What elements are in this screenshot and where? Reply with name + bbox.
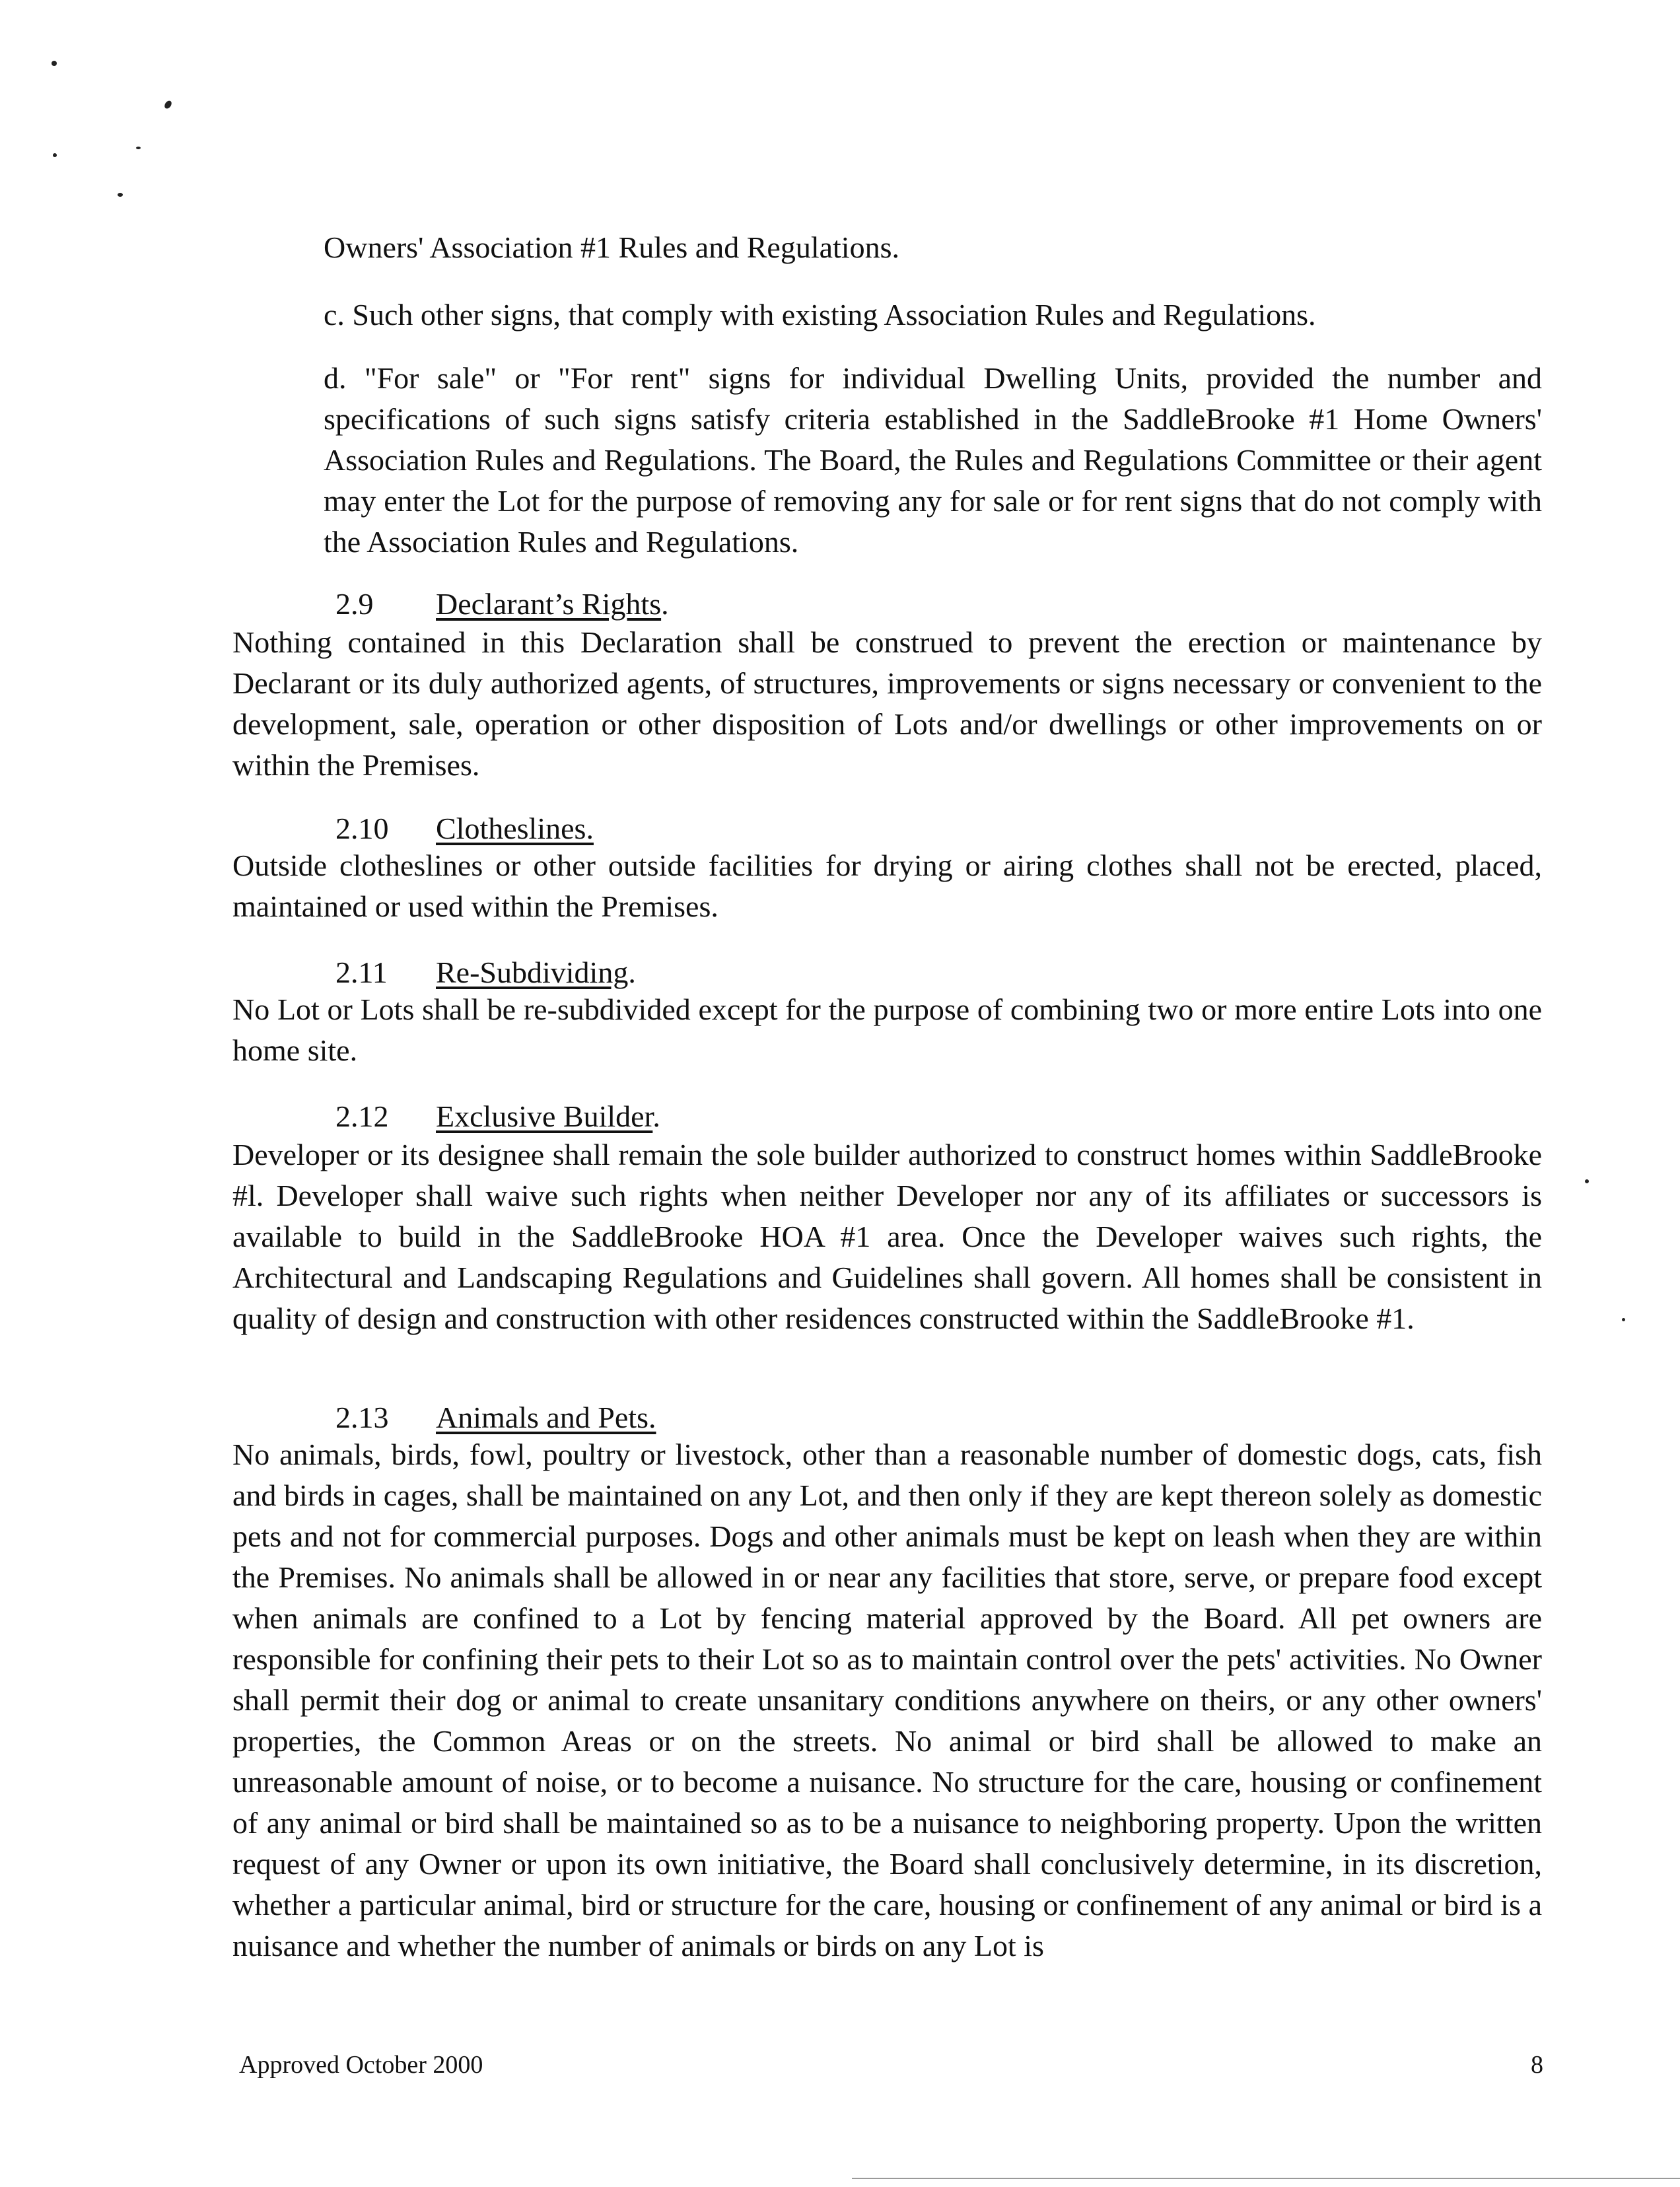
scan-speck (163, 100, 173, 110)
section-title: Declarant’s Rights (436, 587, 662, 621)
section-heading-2-12 (335, 1096, 660, 1137)
section-terminator: . (628, 955, 636, 989)
page-number: 8 (1531, 2051, 1543, 2079)
item-d: d. "For sale" or "For rent" signs for individual Dwelling Units, provided the number and specifications of such signs satisfy criteria established in the SaddleBrooke #1 Home Owners' Association Rules and Regulations. The Board, the Rules and Regulations Committee or their agent may enter the Lot for the purpose of removing any for sale or for rent signs that do not comply with the Association Rules and Regulations. (324, 361, 1542, 559)
section-body-2-11: No Lot or Lots shall be re-subdivided except for the purpose of combining two or more entire Lots into one home site. (232, 992, 1542, 1067)
section-title: Animals and Pets. (436, 1401, 656, 1434)
section-title: Clotheslines. (436, 812, 594, 845)
section-terminator: . (652, 1099, 660, 1133)
section-body-2-10: Outside clotheslines or other outside facilities for drying or airing clothes shall not be erected, placed, maintained or used within the Premises. (232, 849, 1542, 923)
item-c: c. Such other signs, that comply with existing Association Rules and Regulations. (324, 298, 1316, 331)
section-body-2-9: Nothing contained in this Declaration shall be construed to prevent the erection or maintenance by Declarant or its duly authorized agents, of structures, improvements or signs necessary or convenient to the development, sale, operation or other disposition of Lots and/or dwellings or other improvements on or within the Premises. (232, 625, 1542, 782)
scan-speck (1585, 1179, 1589, 1183)
section-body-2-12: Developer or its designee shall remain the sole builder authorized to construct homes within SaddleBrooke #l. Developer shall waive such rights when neither Developer nor any of its affiliates or successors is available to build in the SaddleBrooke HOA #1 area. Once the Developer waives such rights, the Architectural and Landscaping Regulations and Guidelines shall govern. All homes shall be consistent in quality of design and construction with other residences constructed within the SaddleBrooke #1. (232, 1138, 1542, 1335)
section-heading-2-13 (335, 1397, 656, 1438)
section-title: Exclusive Builder (436, 1099, 653, 1133)
section-heading-2-9 (335, 584, 669, 625)
section-heading-2-10 (335, 808, 594, 849)
section-body-2-13: No animals, birds, fowl, poultry or livestock, other than a reasonable number of domestic dogs, cats, fish and birds in cages, shall be maintained on any Lot, and then only if they are kept thereon solely as domestic pets and not for commercial purposes. Dogs and other animals must be kept on leash when they are within the Premises. No animals shall be allowed in or near any facilities that store, serve, or prepare food except when animals are confined to a Lot by fencing material approved by the Board. All pet owners are responsible for confining their pets to their Lot so as to maintain control over the pets' activities. No Owner shall permit their dog or animal to create unsanitary conditions anywhere on theirs, or any other owners' properties, the Common Areas or on the streets. No animal or bird shall be allowed to make an unreasonable amount of noise, or to become a nuisance. No structure for the care, housing or confinement of any animal or bird shall be maintained so as to be a nuisance to neighboring property. Upon the written request of any Owner or upon its own initiative, the Board shall conclusively determine, in its discretion, whether a particular animal, bird or structure for the care, housing or confinement of any animal or bird is a nuisance and whether the number of animals or birds on any Lot is (232, 1438, 1542, 1962)
scan-speck (136, 147, 141, 149)
scan-speck (118, 193, 123, 197)
scan-edge-line (852, 2178, 1680, 2179)
continued-text: Owners' Association #1 Rules and Regulations. (324, 230, 899, 264)
section-title: Re-Subdividing (436, 955, 629, 989)
footer-approved: Approved October 2000 (239, 2051, 483, 2079)
section-number: 2.12 (335, 1099, 389, 1133)
section-number: 2.13 (335, 1401, 389, 1434)
section-number: 2.9 (335, 587, 374, 621)
section-terminator: . (661, 587, 669, 621)
scan-speck (52, 61, 57, 66)
section-number: 2.11 (335, 955, 388, 989)
scan-speck (53, 153, 57, 157)
section-number: 2.10 (335, 812, 389, 845)
section-heading-2-11 (335, 952, 636, 993)
scan-speck (1622, 1318, 1625, 1321)
